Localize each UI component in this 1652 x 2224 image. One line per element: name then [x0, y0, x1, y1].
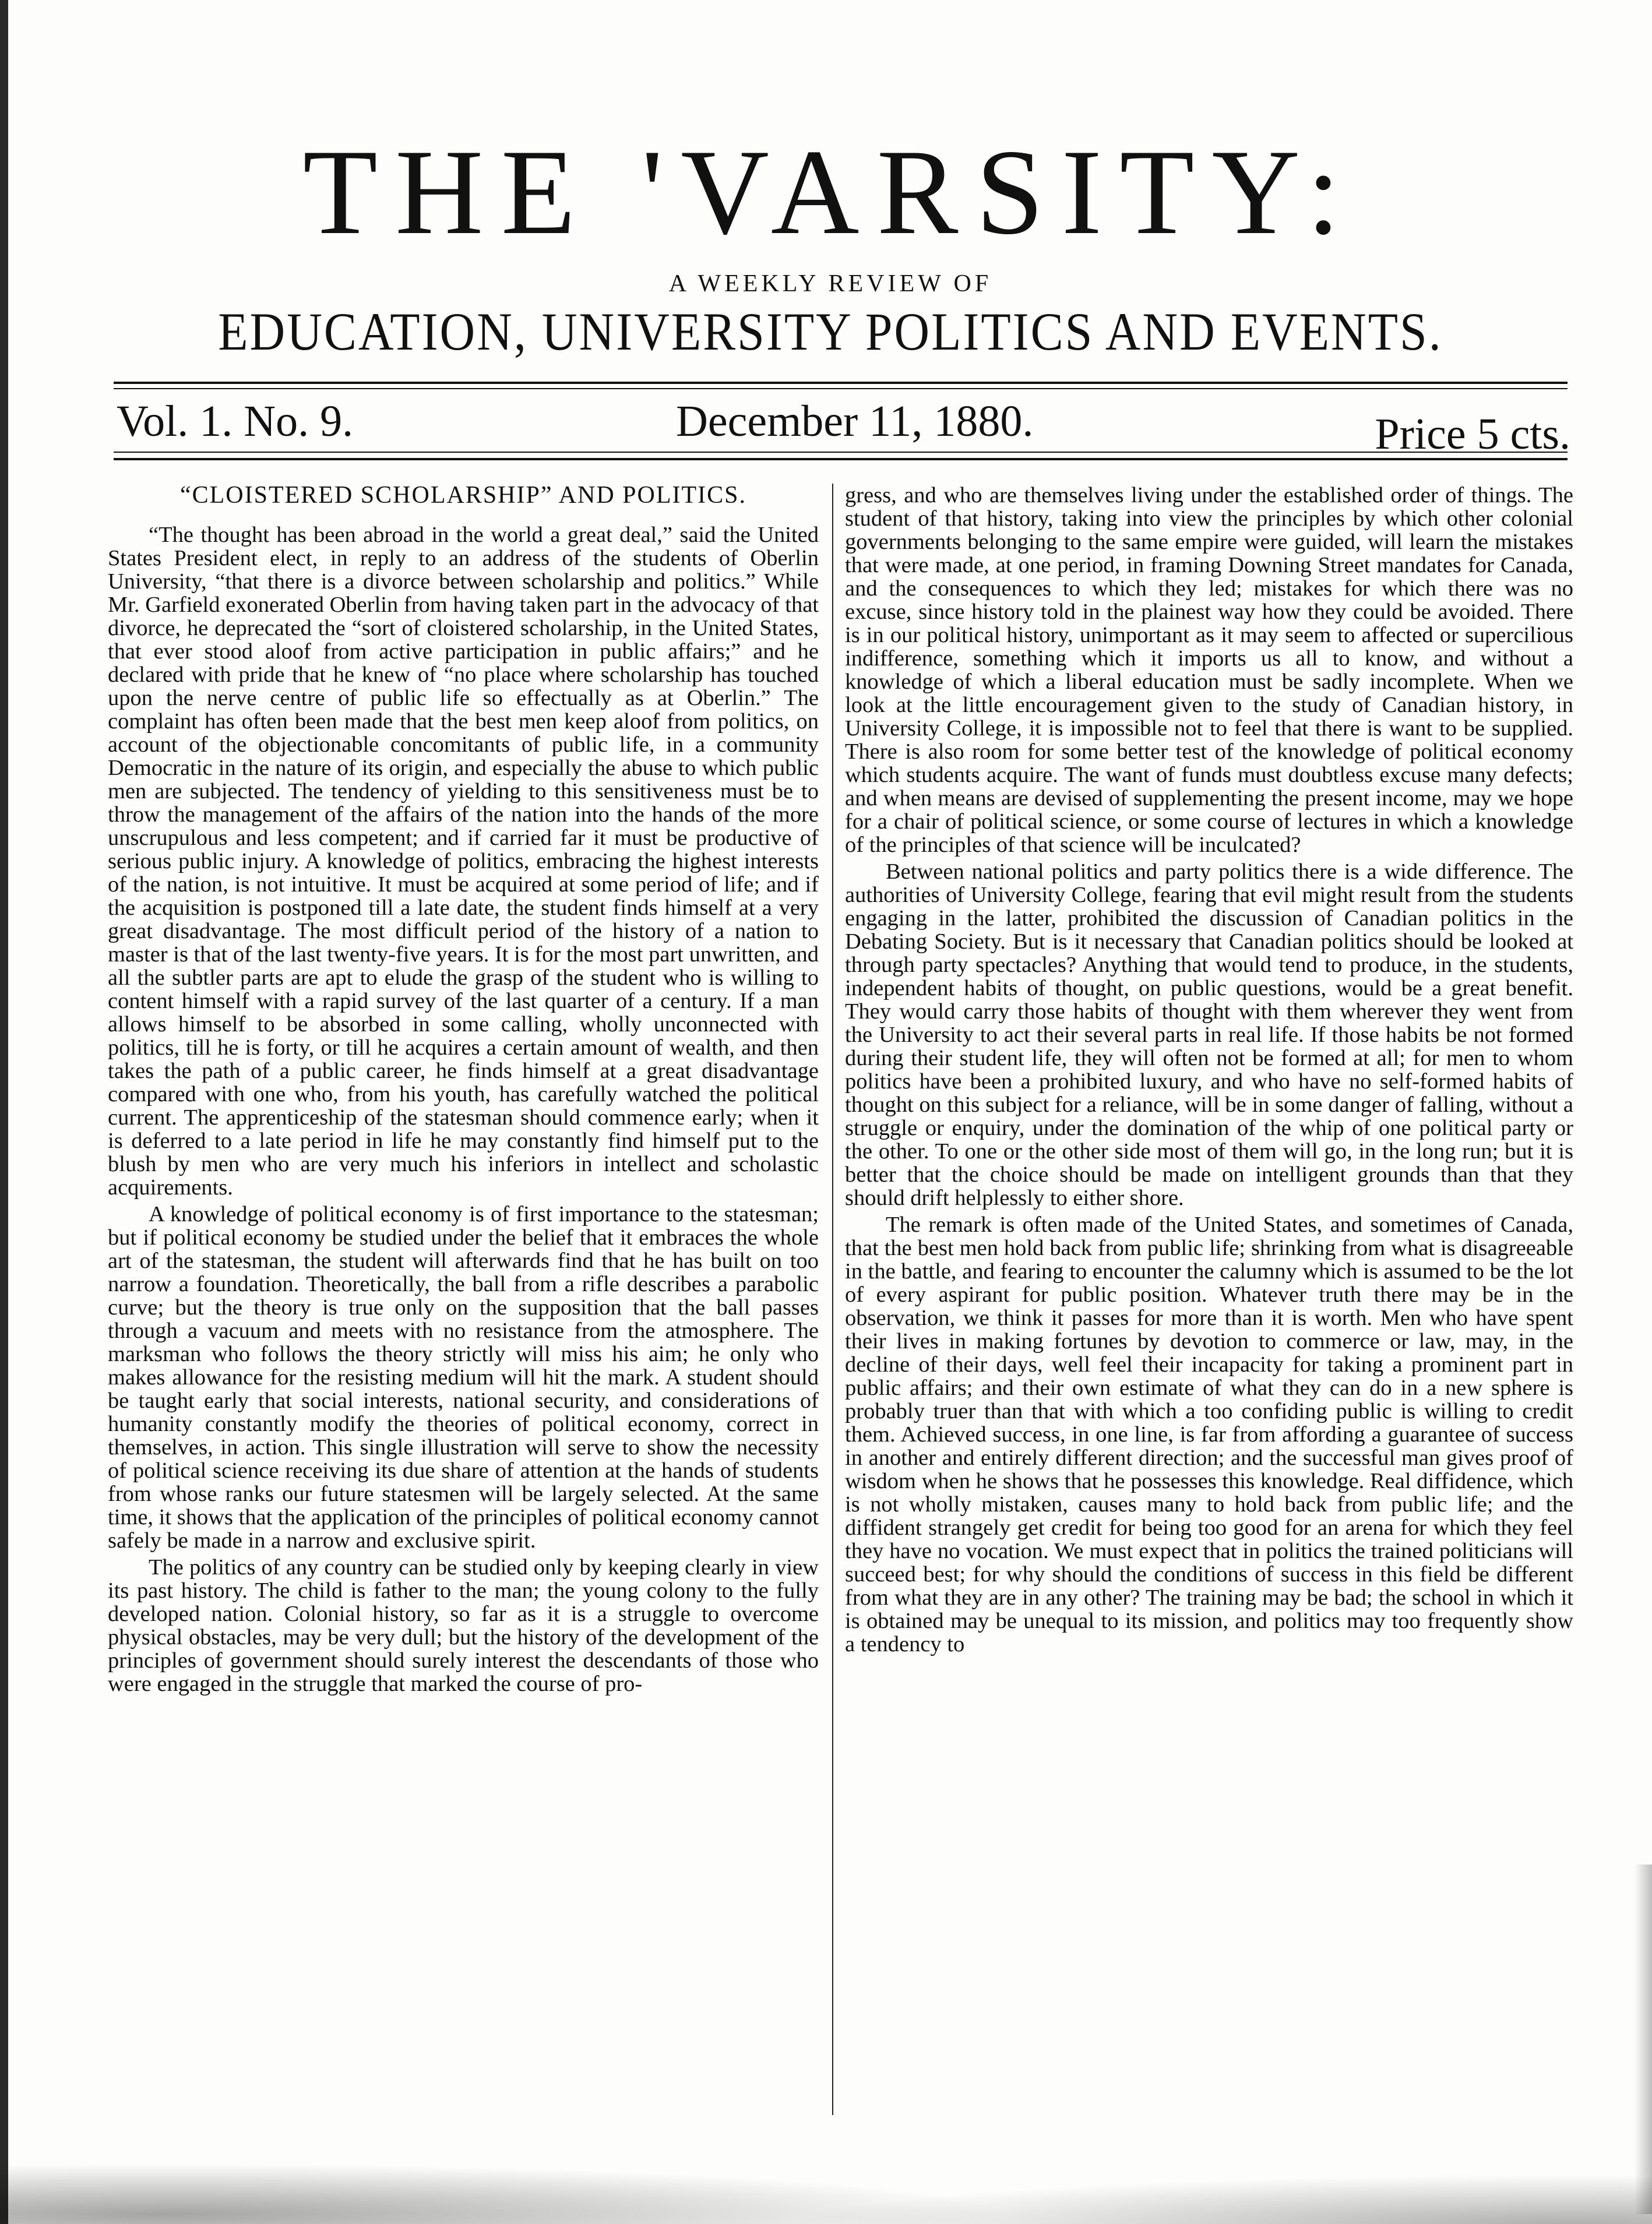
article-title: “CLOISTERED SCHOLARSHIP” AND POLITICS.	[179, 482, 747, 509]
article-column-left	[108, 484, 819, 1696]
article-paragraph: gress, and who are themselves living under the established order of things. The student of that history, taking into view the principles by which other colonial governments belonging to the same empire were guided, will learn the mistakes that were made, at one period, in framing Downing Street mandates for Canada, and the consequences to which they led; mistakes for which there was no excuse, since history told in the plainest way how they could be avoided. There is in our political history, unimportant as it may seem to affected or supercilious indifference, something which it imports us all to know, and without a knowledge of which a liberal education must be sadly incomplete. When we look at the little encouragement given to the study of Canadian history, in University College, it is impossible not to feel that there is want to be supplied. There is also room for some better test of the knowledge of political economy which students acquire. The want of funds must doubtless excuse many defects; and when means are devised of supplementing the present income, may we hope for a chair of political science, or some course of lectures in which a knowledge of the principles of that science will be inculcated?	[845, 483, 1573, 857]
issue-date: December 11, 1880.	[676, 397, 1034, 446]
volume-number: Vol. 1. No. 9.	[117, 397, 354, 446]
article-paragraph: A knowledge of political economy is of first importance to the statesman; but if political economy be studied under the belief that it embraces the whole art of the statesman, the student will afterwards find that he has built on too narrow a foundation. Theoretically, the ball from a rifle describes a parabolic curve; but the theory is true only on the supposition that the ball passes through a vacuum and meets with no resistance from the atmosphere. The marksman who follows the theory strictly will miss his aim; he only who makes allowance for the resisting medium will hit the mark. A student should be taught early that social interests, national security, and considerations of humanity constantly modify the theories of political economy, correct in themselves, in action. This single illustration will serve to show the necessity of political science receiving its due share of attention at the hands of students from whose ranks our future statesmen will be largely selected. At the same time, it shows that the application of the principles of political economy cannot safely be made in a narrow and exclusive spirit.	[108, 1202, 819, 1553]
newspaper-title: THE 'VARSITY:	[302, 125, 1358, 260]
article-paragraph: The politics of any country can be studied only by keeping clearly in view its past history. The child is father to the man; the young colony to the fully developed nation. Colonial history, so far as it is a struggle to overcome physical obstacles, may be very dull; but the history of the development of the principles of government should surely interest the descendants of those who were engaged in the struggle that marked the course of pro-	[108, 1555, 819, 1696]
article-paragraph: “The thought has been abroad in the world a great deal,” said the United States President elect, in reply to an address of the students of Oberlin University, “that there is a divorce between scholarship and politics.” While Mr. Garfield exonerated Oberlin from having taken part in the advocacy of that divorce, he deprecated the “sort of cloistered scholarship, in the United States, that ever stood aloof from active participation in public affairs;” and he declared with pride that he knew of “no place where scholarship has touched upon the nerve centre of public life so effectually as at Oberlin.” The complaint has often been made that the best men keep aloof from politics, on account of the objectionable concomitants of public life, in a community Democratic in the nature of its origin, and especially the abuse to which public men are subjected. The tendency of yielding to this sensitiveness must be to throw the management of the affairs of the nation into the hands of the more unscrupulous and less competent; and if carried far it must be productive of serious public injury. A knowledge of politics, embracing the highest interests of the nation, is not intuitive. It must be acquired at some period of life; and if the acquisition is postponed till a late date, the student finds himself at a very great disadvantage. The most difficult period of the history of a nation to master is that of the last twenty-five years. It is for the most part unwritten, and all the subtler parts are apt to elude the grasp of the student who is willing to content himself with a rapid survey of the last quarter of a century. If a man allows himself to be absorbed in some calling, wholly unconnected with politics, till he is forty, or till he acquires a certain amount of wealth, and then takes the path of a public career, he finds himself at a great disadvantage compared with one who, from his youth, has carefully watched the political current. The apprenticeship of the statesman should commence early; when it is deferred to a late period in life he may constantly find himself put to the blush by men who are very much his inferiors in intellect and scholastic acquirements.	[108, 523, 819, 1200]
article-paragraph: The remark is often made of the United States, and sometimes of Canada, that the best men hold back from public life; shrinking from what is disagreeable in the battle, and fearing to encounter the calumny which is assumed to be the lot of every aspirant for public position. Whatever truth there may be in the observation, we think it passes for more than it is worth. Men who have spent their lives in making fortunes by devotion to commerce or law, may, in the decline of their days, well feel their incapacity for taking a prominent part in public affairs; and their own estimate of what they can do in a new sphere is probably truer than that with which a too confiding public is willing to credit them. Achieved success, in one line, is far from affording a guarantee of success in another and entirely different direction; and the successful man gives proof of wisdom when he shows that he possesses this knowledge. Real diffidence, which is not wholly mistaken, causes many to hold back from public life; and the diffident strangely get credit for being too good for an arena for which they feel they have no vocation. We must expect that in politics the trained politicians will succeed best; for why should the conditions of success in this field be different from what they are in any other? The training may be bad; the school in which it is obtained may be unequal to its mission, and politics may too frequently show a tendency to	[845, 1213, 1573, 1656]
column-divider	[832, 484, 833, 2115]
issue-price: Price 5 cts.	[1375, 410, 1570, 459]
issue-line	[117, 396, 1570, 460]
article-paragraph: Between national politics and party politics there is a wide difference. The authorities of University College, fearing that evil might result from the students engaging in the latter, prohibited the discussion of Canadian politics in the Debating Society. But is it necessary that Canadian politics should be looked at through party spectacles? Anything that would tend to produce, in the students, independent habits of thought, on public questions, would be a great benefit. They would carry those habits of thought with them wherever they went from the University to act their several parts in real life. If those habits be not formed during their student life, they will often not be formed at all; for men to whom politics have been a prohibited luxury, and who have no self-formed habits of thought on this subject for a reliance, will be in some danger of falling, without a struggle or enquiry, under the domination of the whip of one political party or the other. To one or the other side most of them will go, in the long run; but it is better that the choice should be made on intelligent grounds than that they should drift helplessly to either shore.	[845, 859, 1573, 1210]
newspaper-tagline: EDUCATION, UNIVERSITY POLITICS AND EVENTS.	[218, 302, 1443, 362]
newspaper-subtitle: A WEEKLY REVIEW OF	[668, 270, 992, 297]
masthead	[111, 125, 1550, 360]
rule-bottom-thin	[114, 452, 1568, 453]
rule-top-thin	[114, 388, 1568, 389]
article-column-right	[845, 484, 1573, 1656]
rule-top	[114, 382, 1568, 384]
scan-noise	[0, 2125, 1652, 2224]
scan-edge	[0, 0, 8, 2224]
scan-shadow	[1635, 1865, 1652, 2214]
rule-bottom	[114, 458, 1568, 460]
